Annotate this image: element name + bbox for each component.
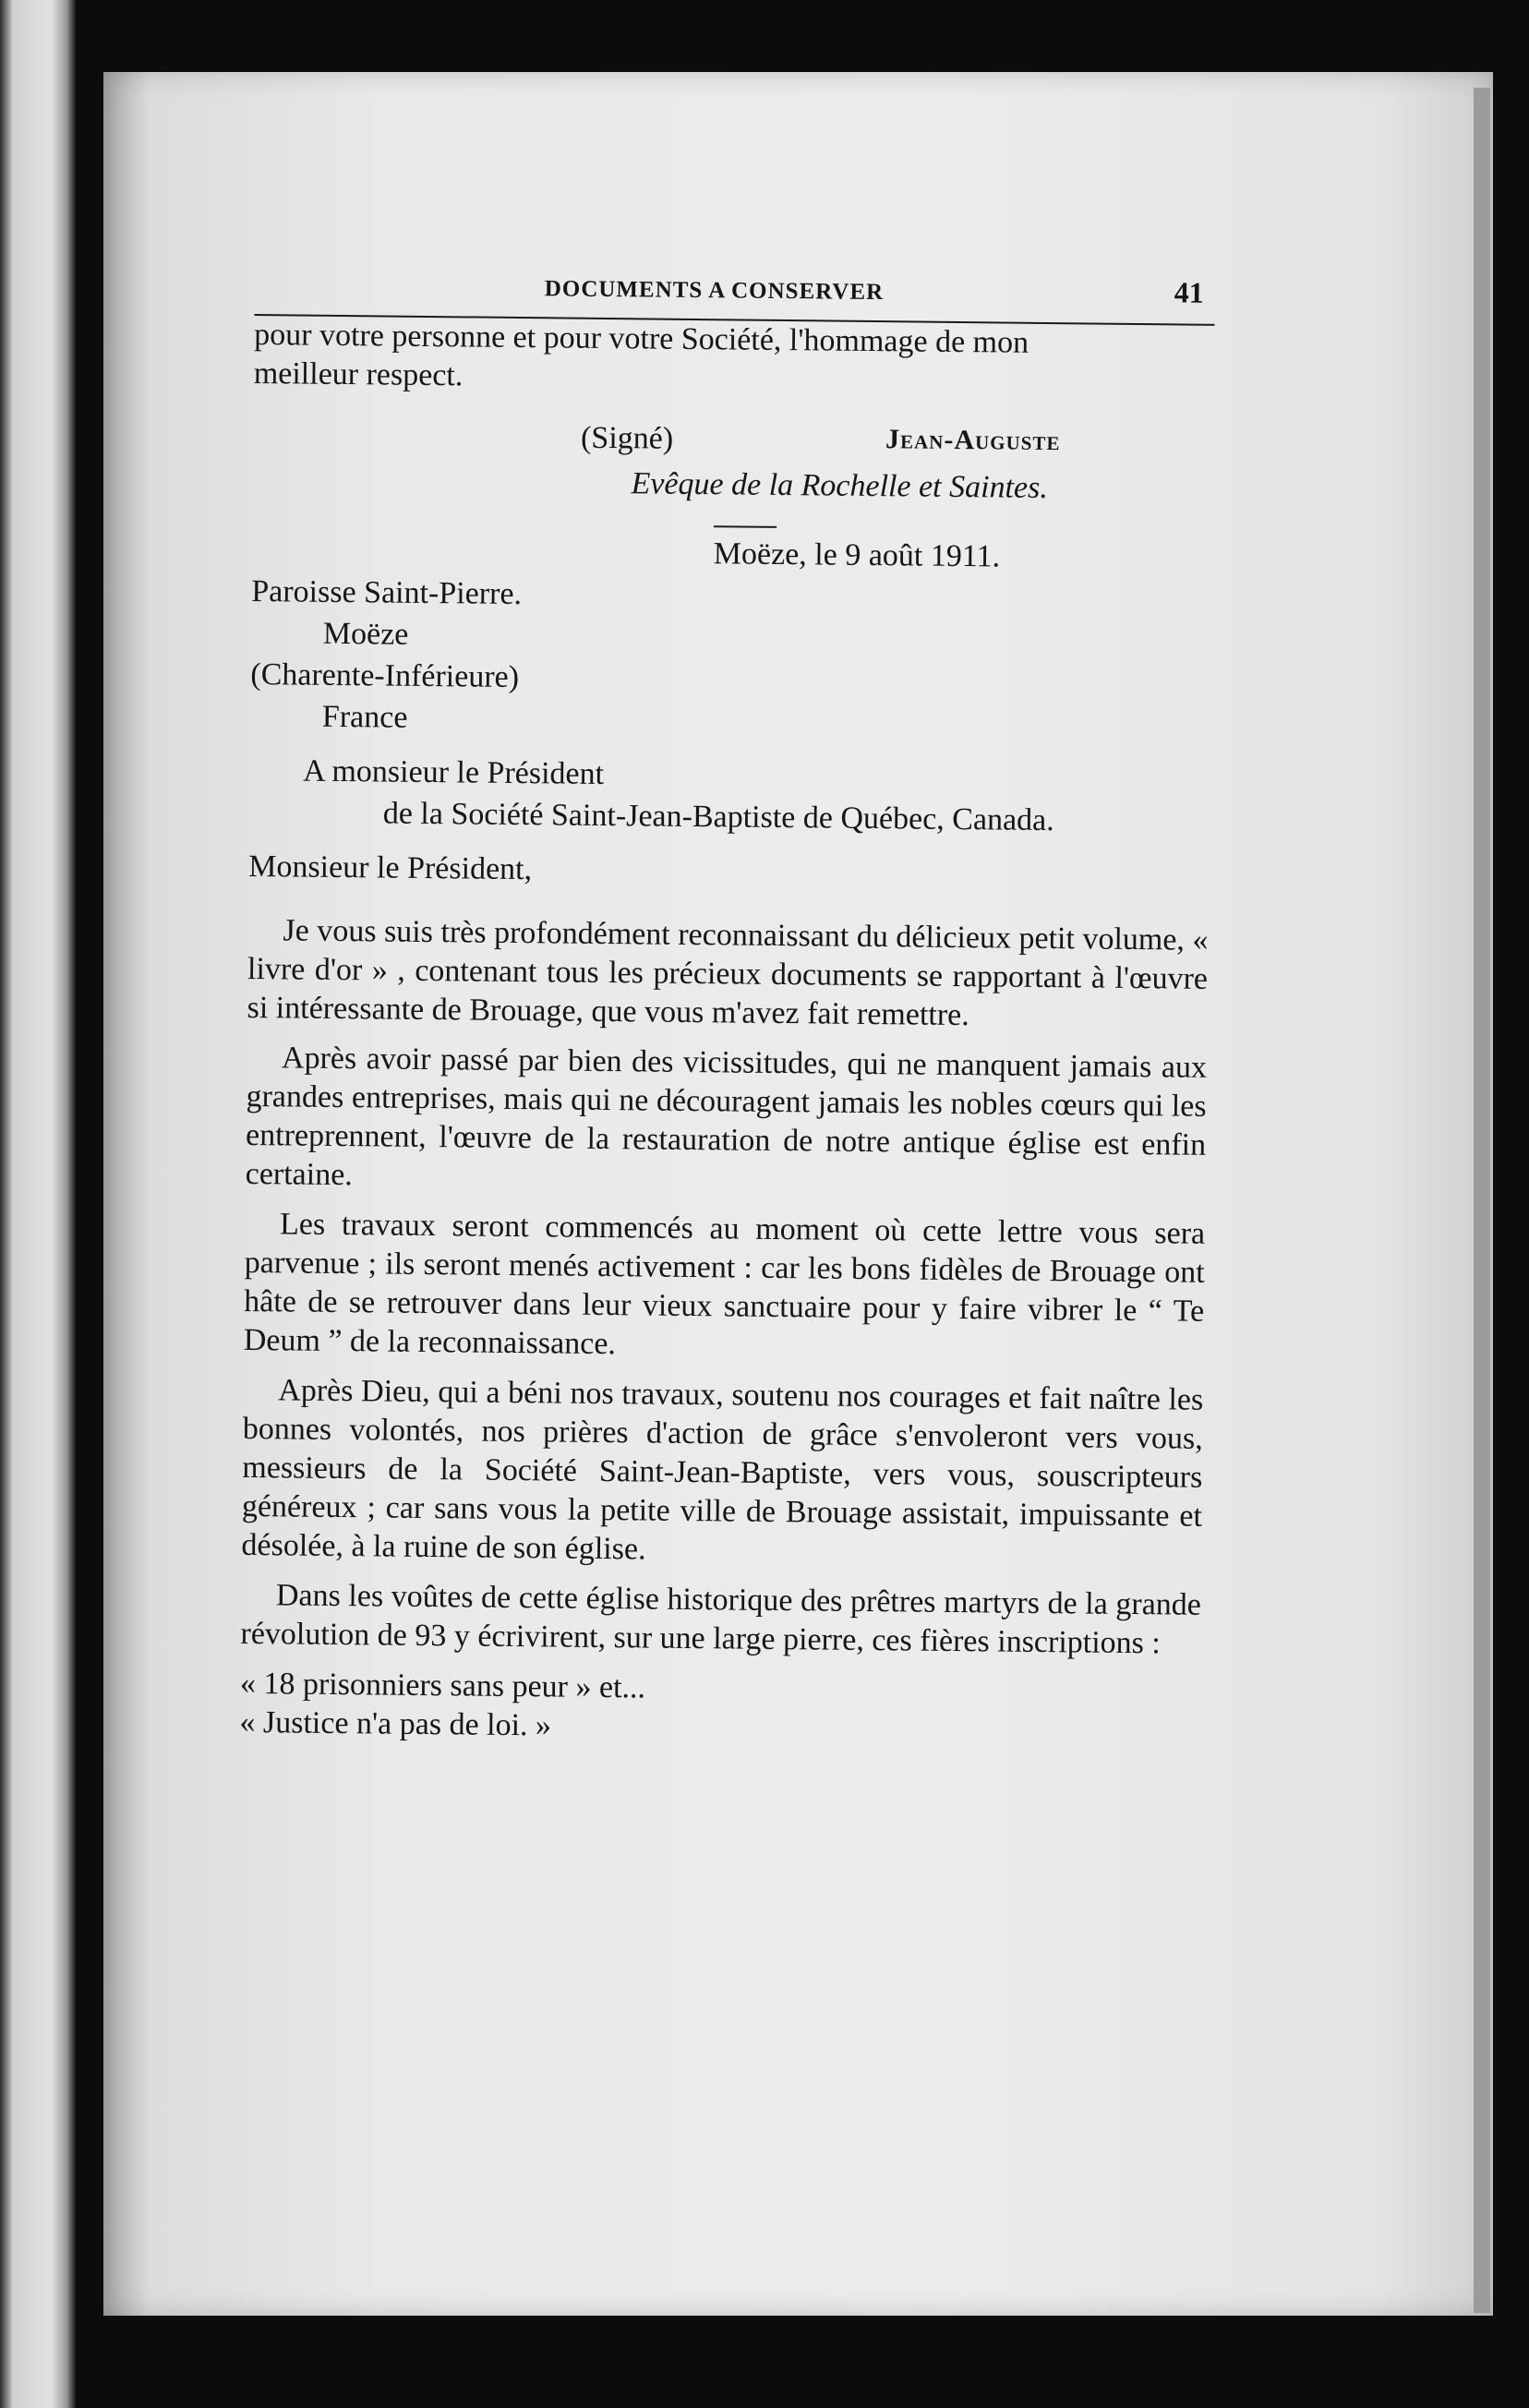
letter-paragraph: Dans les voûtes de cette église historique des prêtres martyrs de la grande révolution de 93 y écrivirent, sur une large pierre, ces fières inscriptions : bbox=[240, 1578, 1202, 1661]
letter-paragraph: Après avoir passé par bien des vicissitudes, qui ne manquent jamais aux grandes entreprises, mais qui ne découragent jamais les nobles cœurs qui les entreprennent, l'œuvre de la restauration de notre antique église est enfin certaine. bbox=[245, 1041, 1208, 1193]
continuation-line: pour votre personne et pour votre Société, l'hommage de mon bbox=[254, 317, 1029, 360]
separator-rule bbox=[714, 525, 777, 528]
sender-line: Paroisse Saint-Pierre. bbox=[251, 573, 523, 612]
running-title: DOCUMENTS A CONSERVER bbox=[544, 276, 885, 306]
continuation-line: meilleur respect. bbox=[253, 355, 464, 393]
signature-row bbox=[253, 417, 1213, 470]
recipient-line: A monsieur le Président bbox=[303, 753, 605, 791]
signer-title: Evêque de la Rochelle et Saintes. bbox=[631, 466, 1049, 506]
inscription-line: « Justice n'a pas de loi. » bbox=[239, 1704, 552, 1743]
sender-line: Moëze bbox=[322, 616, 409, 652]
salutation: Monsieur le Président, bbox=[248, 849, 533, 887]
sender-line: France bbox=[321, 699, 408, 735]
signed-label: (Signé) bbox=[580, 420, 674, 456]
letter-date: Moëze, le 9 août 1911. bbox=[713, 536, 1001, 574]
letter-paragraph: Je vous suis très profondément reconnaissant du délicieux petit volume, « livre d'or » , contenant tous les précieux documents se rapportant à l'œuvre si intéressante de Brouage, que vous m'avez fait remettre. bbox=[247, 913, 1209, 1033]
recipient-line: de la Société Saint-Jean-Baptiste de Québec, Canada. bbox=[382, 796, 1054, 838]
letter-paragraph: Après Dieu, qui a béni nos travaux, soutenu nos courages et fait naître les bonnes volontés, nos prières d'action de grâce s'envoleront vers vous, messieurs de la Société Saint-Jean-Baptiste, vers vous, souscripteurs généreux ; car sans vous la petite ville de Brouage assistait, impuissante et désolée, à la ruine de son église. bbox=[241, 1373, 1204, 1567]
page-number: 41 bbox=[1174, 275, 1204, 309]
page-content bbox=[239, 268, 1215, 1752]
page-header bbox=[254, 268, 1214, 326]
letter-paragraph: Les travaux seront commencés au moment où cette lettre vous sera parvenue ; ils seront menés activement : car les bons fidèles de Brouage ont hâte de se retrouver dans leur vieux sanctuaire pour y faire vibrer le “ Te Deum ” de la reconnaissance. bbox=[243, 1207, 1206, 1362]
inscription-line: « 18 prisonniers sans peur » et... bbox=[239, 1666, 646, 1705]
adjacent-page-edge bbox=[0, 0, 76, 2408]
page-right-edge bbox=[1474, 88, 1490, 2313]
sender-line: (Charente-Inférieure) bbox=[250, 656, 520, 695]
signer-name: Jean-Auguste bbox=[885, 424, 1061, 457]
